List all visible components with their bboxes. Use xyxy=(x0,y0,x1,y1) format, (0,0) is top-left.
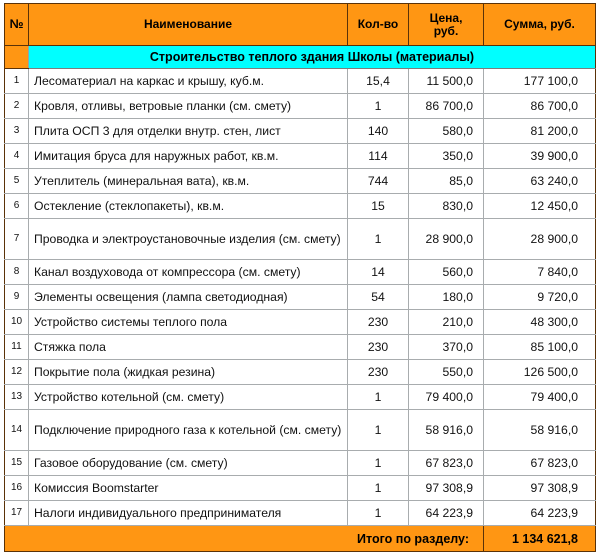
cell-num: 2 xyxy=(5,94,29,119)
table-row xyxy=(5,94,596,119)
cell-sum: 28 900,0 xyxy=(484,219,596,260)
column-header-sum: Сумма, руб. xyxy=(484,4,596,46)
cell-sum: 81 200,0 xyxy=(484,119,596,144)
cell-sum: 9 720,0 xyxy=(484,285,596,310)
cell-price: 830,0 xyxy=(409,194,484,219)
cell-price: 370,0 xyxy=(409,335,484,360)
cell-num: 16 xyxy=(5,476,29,501)
table-row xyxy=(5,385,596,410)
table-row xyxy=(5,310,596,335)
cell-sum: 63 240,0 xyxy=(484,169,596,194)
cell-sum: 177 100,0 xyxy=(484,69,596,94)
cell-price: 560,0 xyxy=(409,260,484,285)
cell-num: 15 xyxy=(5,451,29,476)
cell-qty: 140 xyxy=(348,119,409,144)
cell-qty: 1 xyxy=(348,410,409,451)
table-row xyxy=(5,476,596,501)
table-row xyxy=(5,194,596,219)
table-row xyxy=(5,451,596,476)
cell-name: Подключение природного газа к котельной (см. смету) xyxy=(29,410,348,451)
cell-qty: 15 xyxy=(348,194,409,219)
table-row xyxy=(5,501,596,526)
section-header-title: Строительство теплого здания Школы (материалы) xyxy=(29,46,596,69)
cell-num: 12 xyxy=(5,360,29,385)
cell-qty: 14 xyxy=(348,260,409,285)
table-row xyxy=(5,69,596,94)
cell-sum: 79 400,0 xyxy=(484,385,596,410)
cell-sum: 39 900,0 xyxy=(484,144,596,169)
cell-name: Устройство котельной (см. смету) xyxy=(29,385,348,410)
estimate-table xyxy=(4,3,596,552)
table-row xyxy=(5,360,596,385)
table-row xyxy=(5,119,596,144)
cell-name: Элементы освещения (лампа светодиодная) xyxy=(29,285,348,310)
table-row xyxy=(5,219,596,260)
cell-name: Утеплитель (минеральная вата), кв.м. xyxy=(29,169,348,194)
cell-qty: 744 xyxy=(348,169,409,194)
cell-num: 5 xyxy=(5,169,29,194)
table-row xyxy=(5,144,596,169)
cell-num: 10 xyxy=(5,310,29,335)
column-header-qty: Кол-во xyxy=(348,4,409,46)
cell-num: 9 xyxy=(5,285,29,310)
table-row xyxy=(5,260,596,285)
total-label: Итого по разделу: xyxy=(5,526,484,552)
cell-price: 28 900,0 xyxy=(409,219,484,260)
cell-num: 11 xyxy=(5,335,29,360)
cell-price: 79 400,0 xyxy=(409,385,484,410)
cell-price: 64 223,9 xyxy=(409,501,484,526)
cell-price: 350,0 xyxy=(409,144,484,169)
cell-name: Устройство системы теплого пола xyxy=(29,310,348,335)
cell-sum: 67 823,0 xyxy=(484,451,596,476)
cell-sum: 85 100,0 xyxy=(484,335,596,360)
cell-sum: 48 300,0 xyxy=(484,310,596,335)
cell-num: 7 xyxy=(5,219,29,260)
cell-name: Газовое оборудование (см. смету) xyxy=(29,451,348,476)
column-header-num: № xyxy=(5,4,29,46)
cell-name: Покрытие пола (жидкая резина) xyxy=(29,360,348,385)
cell-qty: 1 xyxy=(348,501,409,526)
cell-qty: 1 xyxy=(348,219,409,260)
table-row xyxy=(5,410,596,451)
section-header-row xyxy=(5,46,596,69)
cell-name: Налоги индивидуального предпринимателя xyxy=(29,501,348,526)
cell-name: Комиссия Boomstarter xyxy=(29,476,348,501)
cell-qty: 230 xyxy=(348,335,409,360)
cell-num: 3 xyxy=(5,119,29,144)
cell-sum: 97 308,9 xyxy=(484,476,596,501)
total-value: 1 134 621,8 xyxy=(484,526,596,552)
cell-qty: 1 xyxy=(348,385,409,410)
cell-price: 550,0 xyxy=(409,360,484,385)
column-header-price xyxy=(409,4,484,46)
column-header-price-line1: Цена, xyxy=(429,10,463,25)
table-row xyxy=(5,169,596,194)
cell-qty: 230 xyxy=(348,310,409,335)
cell-name: Плита ОСП 3 для отделки внутр. стен, лист xyxy=(29,119,348,144)
cell-name: Проводка и электроустановочные изделия (см. смету) xyxy=(29,219,348,260)
cell-num: 14 xyxy=(5,410,29,451)
cell-qty: 230 xyxy=(348,360,409,385)
cell-price: 85,0 xyxy=(409,169,484,194)
cell-price: 210,0 xyxy=(409,310,484,335)
cell-qty: 1 xyxy=(348,451,409,476)
cell-name: Канал воздуховода от компрессора (см. смету) xyxy=(29,260,348,285)
cell-sum: 7 840,0 xyxy=(484,260,596,285)
cell-qty: 1 xyxy=(348,476,409,501)
cell-name: Кровля, отливы, ветровые планки (см. смету) xyxy=(29,94,348,119)
table-footer xyxy=(5,526,596,552)
total-row xyxy=(5,526,596,552)
cell-name: Лесоматериал на каркас и крышу, куб.м. xyxy=(29,69,348,94)
table-body xyxy=(5,46,596,526)
cell-sum: 64 223,9 xyxy=(484,501,596,526)
cell-qty: 54 xyxy=(348,285,409,310)
column-header-name: Наименование xyxy=(29,4,348,46)
cell-price: 180,0 xyxy=(409,285,484,310)
cell-sum: 126 500,0 xyxy=(484,360,596,385)
cell-price: 11 500,0 xyxy=(409,69,484,94)
cell-sum: 58 916,0 xyxy=(484,410,596,451)
cell-price: 86 700,0 xyxy=(409,94,484,119)
table-row xyxy=(5,335,596,360)
cell-price: 58 916,0 xyxy=(409,410,484,451)
table-header xyxy=(5,4,596,46)
column-header-price-line2: руб. xyxy=(433,23,459,38)
cell-name: Стяжка пола xyxy=(29,335,348,360)
cell-num: 13 xyxy=(5,385,29,410)
table-row xyxy=(5,285,596,310)
cell-price: 67 823,0 xyxy=(409,451,484,476)
cell-qty: 15,4 xyxy=(348,69,409,94)
section-header-spacer xyxy=(5,46,29,69)
cell-name: Имитация бруса для наружных работ, кв.м. xyxy=(29,144,348,169)
cell-price: 580,0 xyxy=(409,119,484,144)
cell-num: 8 xyxy=(5,260,29,285)
cell-price: 97 308,9 xyxy=(409,476,484,501)
cell-sum: 86 700,0 xyxy=(484,94,596,119)
cell-num: 4 xyxy=(5,144,29,169)
cell-num: 6 xyxy=(5,194,29,219)
header-row xyxy=(5,4,596,46)
cell-qty: 1 xyxy=(348,94,409,119)
cell-name: Остекление (стеклопакеты), кв.м. xyxy=(29,194,348,219)
cell-num: 1 xyxy=(5,69,29,94)
cell-num: 17 xyxy=(5,501,29,526)
cell-sum: 12 450,0 xyxy=(484,194,596,219)
cell-qty: 114 xyxy=(348,144,409,169)
